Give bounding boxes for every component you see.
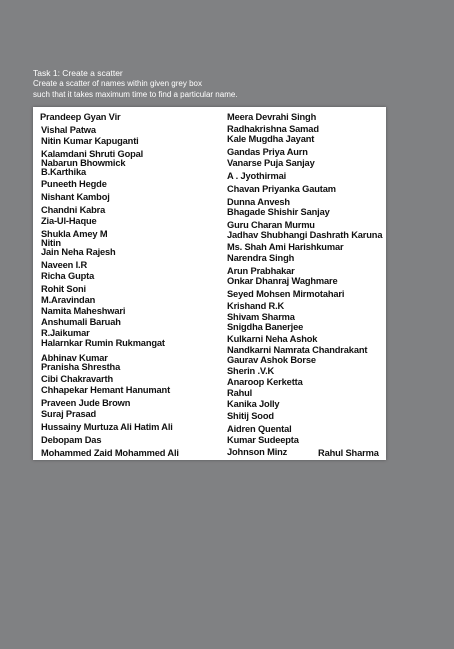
name-item: Shitij Sood [227, 411, 274, 421]
task-title: Task 1: Create a scatter [33, 68, 123, 78]
name-item: Ms. Shah Ami Harishkumar [227, 242, 344, 252]
name-item: Chhapekar Hemant Hanumant [41, 385, 171, 395]
task-instructions [33, 68, 238, 100]
name-item: Gaurav Ashok Borse [227, 355, 316, 365]
name-item: Krishand R.K [227, 301, 285, 311]
name-item: Narendra Singh [227, 253, 295, 263]
name-item: Anshumali Baruah [41, 317, 121, 327]
name-item: Kanika Jolly [227, 399, 280, 409]
name-item: Halarnkar Rumin Rukmangat [41, 338, 165, 348]
name-item: Nandkarni Namrata Chandrakant [227, 345, 368, 355]
name-item: Abhinav Kumar [41, 353, 108, 363]
name-item: Vanarse Puja Sanjay [227, 158, 315, 168]
name-item: Kumar Sudeepta [227, 435, 299, 445]
name-item: M.Aravindan [41, 295, 96, 305]
name-item: Cibi Chakravarth [41, 374, 113, 384]
name-item: Nitin Kumar Kapuganti [41, 136, 139, 146]
name-item: Shivam Sharma [227, 312, 295, 322]
name-item: Snigdha Banerjee [227, 322, 304, 332]
name-item: Pranisha Shrestha [41, 362, 121, 372]
name-item: Shukla Amey M [41, 229, 108, 239]
name-item: Naveen I.R [41, 260, 88, 270]
name-item: Anaroop Kerketta [227, 377, 303, 387]
name-item: Prandeep Gyan Vir [40, 112, 121, 122]
name-item: Rohit Soni [41, 284, 86, 294]
name-item: Kale Mugdha Jayant [227, 134, 315, 144]
name-item: R.Jaikumar [41, 328, 90, 338]
name-item: Praveen Jude Brown [41, 398, 131, 408]
task-line-2: such that it takes maximum time to find a particular name. [33, 89, 238, 99]
name-item: Bhagade Shishir Sanjay [227, 207, 330, 217]
name-item: Arun Prabhakar [227, 266, 295, 276]
name-item: Kulkarni Neha Ashok [227, 334, 318, 344]
name-item: Dunna Anvesh [227, 197, 290, 207]
name-item: Jadhav Shubhangi Dashrath Karuna [227, 230, 383, 240]
name-item: Onkar Dhanraj Waghmare [227, 276, 338, 286]
task-line-1: Create a scatter of names within given grey box [33, 79, 202, 88]
name-item: Chandni Kabra [41, 205, 106, 215]
name-item: Gandas Priya Aurn [227, 147, 308, 157]
name-item: Nitin [41, 238, 61, 248]
name-item: Vishal Patwa [41, 125, 96, 135]
name-item: Rahul [227, 388, 253, 398]
name-item: Mohammed Zaid Mohammed Ali [41, 448, 179, 458]
name-item: Hussainy Murtuza Ali Hatim Ali [41, 422, 173, 432]
name-item: Puneeth Hegde [41, 179, 107, 189]
name-item: Namita Maheshwari [41, 306, 126, 316]
name-item: Guru Charan Murmu [227, 220, 315, 230]
name-item: Richa Gupta [41, 271, 95, 281]
name-item: A . Jyothirmai [227, 171, 287, 181]
name-item: Kalamdani Shruti Gopal [41, 149, 144, 159]
name-item: Seyed Mohsen Mirmotahari [227, 289, 345, 299]
name-item: Aidren Quental [227, 424, 292, 434]
name-item: Radhakrishna Samad [227, 124, 319, 134]
name-item: Chavan Priyanka Gautam [227, 184, 336, 194]
name-item: Debopam Das [41, 435, 102, 445]
name-item: Nishant Kamboj [41, 192, 110, 202]
name-item: Johnson Minz [227, 447, 288, 457]
name-item: Meera Devrahi Singh [227, 112, 317, 122]
name-item: Sherin .V.K [227, 366, 275, 376]
name-item: Jain Neha Rajesh [41, 247, 116, 257]
name-item: Suraj Prasad [41, 409, 97, 419]
name-item: Zia-Ul-Haque [41, 216, 97, 226]
name-item: B.Karthika [41, 167, 86, 177]
names-box [33, 107, 386, 460]
name-item: Nabarun Bhowmick [41, 158, 126, 168]
name-item: Rahul Sharma [318, 448, 379, 458]
